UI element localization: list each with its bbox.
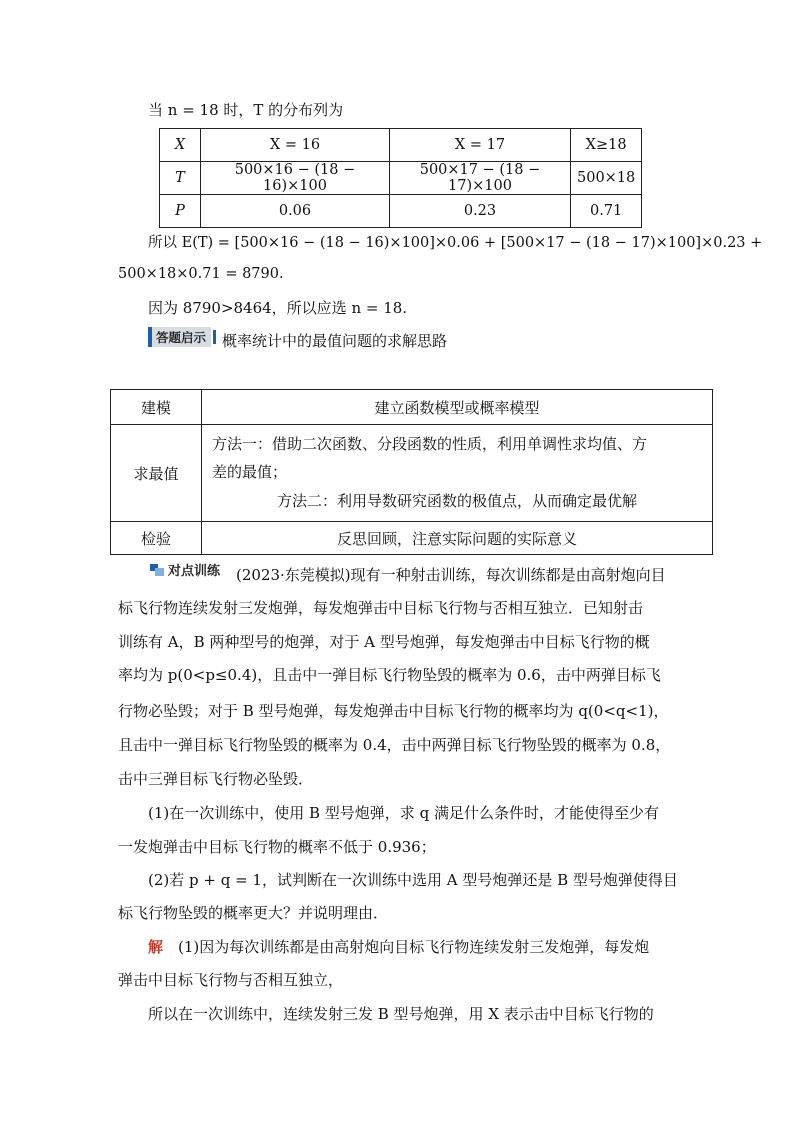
- tip-title: 概率统计中的最值问题的求解思路: [222, 332, 448, 350]
- question-one: (1)在一次训练中，使用 B 型号炮弹，求 q 满足什么条件时，才能使得至少有: [148, 804, 659, 822]
- problem-text: 行物必坠毁；对于 B 型号炮弹，每发炮弹击中目标飞行物的概率均为 q(0<q<1)，: [118, 702, 669, 720]
- solution-text: 所以在一次训练中，连续发射三发 B 型号炮弹，用 X 表示击中目标飞行物的: [148, 1005, 654, 1023]
- table-row: [111, 425, 713, 522]
- table-row: [160, 162, 642, 195]
- tip-tag: [148, 327, 216, 347]
- problem-text: 率均为 p(0<p≤0.4)，且击中一弹目标飞行物坠毁的概率为 0.6，击中两弹目标飞: [118, 666, 661, 684]
- table-cell: 检验: [111, 522, 202, 555]
- table-row: [160, 129, 642, 162]
- intro-line: 当 n = 18 时，T 的分布列为: [148, 101, 344, 119]
- practice-tag-label: 对点训练: [168, 564, 221, 579]
- table-cell: 0.23: [390, 195, 571, 228]
- table-cell: 求最值: [111, 425, 202, 522]
- table-cell: X≥18: [571, 129, 642, 162]
- table-cell: 500×17 − (18 − 17)×100: [390, 162, 571, 195]
- table-cell: 500×18: [571, 162, 642, 195]
- table-cell: 反思回顾，注意实际问题的实际意义: [202, 522, 713, 555]
- problem-text: 训练有 A，B 两种型号的炮弹，对于 A 型号炮弹，每发炮弹击中目标飞行物的概: [118, 633, 650, 651]
- tip-tag-label: 答题启示: [148, 327, 211, 347]
- table-row: [111, 390, 713, 425]
- expectation-line-cont: 500×18×0.71 = 8790.: [118, 266, 284, 282]
- expectation-line: 所以 E(T) = [500×16 − (18 − 16)×100]×0.06 + [500×17 − (18 − 17)×100]×0.23 +: [148, 235, 763, 251]
- table-cell: 建模: [111, 390, 202, 425]
- table-cell: 0.71: [571, 195, 642, 228]
- practice-icon: [150, 564, 164, 576]
- table-cell: 500×16 − (18 − 16)×100: [201, 162, 390, 195]
- problem-text: 击中三弹目标飞行物必坠毁．: [118, 770, 314, 788]
- problem-text: 标飞行物连续发射三发炮弹，每发炮弹击中目标飞行物与否相互独立．已知射击: [118, 599, 644, 617]
- table-cell: 建立函数模型或概率模型: [202, 390, 713, 425]
- question-one-cont: 一发炮弹击中目标飞行物的概率不低于 0.936；: [118, 838, 436, 856]
- question-two: (2)若 p + q = 1，试判断在一次训练中选用 A 型号炮弹还是 B 型号炮弹使得目: [148, 871, 678, 889]
- table-cell: X = 17: [390, 129, 571, 162]
- table-row: [160, 195, 642, 228]
- tag-bar-icon: [213, 330, 216, 344]
- table-cell: [202, 425, 713, 522]
- problem-text: 且击中一弹目标飞行物坠毁的概率为 0.4，击中两弹目标飞行物坠毁的概率为 0.8，: [118, 736, 671, 754]
- tips-table: [110, 389, 713, 555]
- problem-text: (2023·东莞模拟)现有一种射击训练，每次训练都是由高射炮向目: [236, 566, 666, 584]
- distribution-table: [159, 128, 642, 228]
- method-two-text: 方法二：利用导数研究函数的极值点，从而确定最优解: [276, 492, 637, 510]
- table-cell: P: [160, 195, 201, 228]
- table-cell: 0.06: [201, 195, 390, 228]
- solution-text: 弹击中目标飞行物与否相互独立，: [118, 971, 344, 989]
- conclusion-line: 因为 8790>8464，所以应选 n = 18.: [148, 299, 408, 317]
- practice-tag: [150, 560, 220, 579]
- method-one-text-cont: 差的最值；: [212, 463, 288, 481]
- solution-label: 解: [148, 938, 164, 956]
- table-cell: T: [160, 162, 201, 195]
- table-cell: X = 16: [201, 129, 390, 162]
- question-two-cont: 标飞行物坠毁的概率更大？并说明理由．: [118, 904, 389, 922]
- solution-text: (1)因为每次训练都是由高射炮向目标飞行物连续发射三发炮弹，每发炮: [178, 938, 650, 956]
- method-one-text: 方法一：借助二次函数、分段函数的性质，利用单调性求均值、方: [212, 435, 648, 453]
- table-cell: X: [160, 129, 201, 162]
- table-row: [111, 522, 713, 555]
